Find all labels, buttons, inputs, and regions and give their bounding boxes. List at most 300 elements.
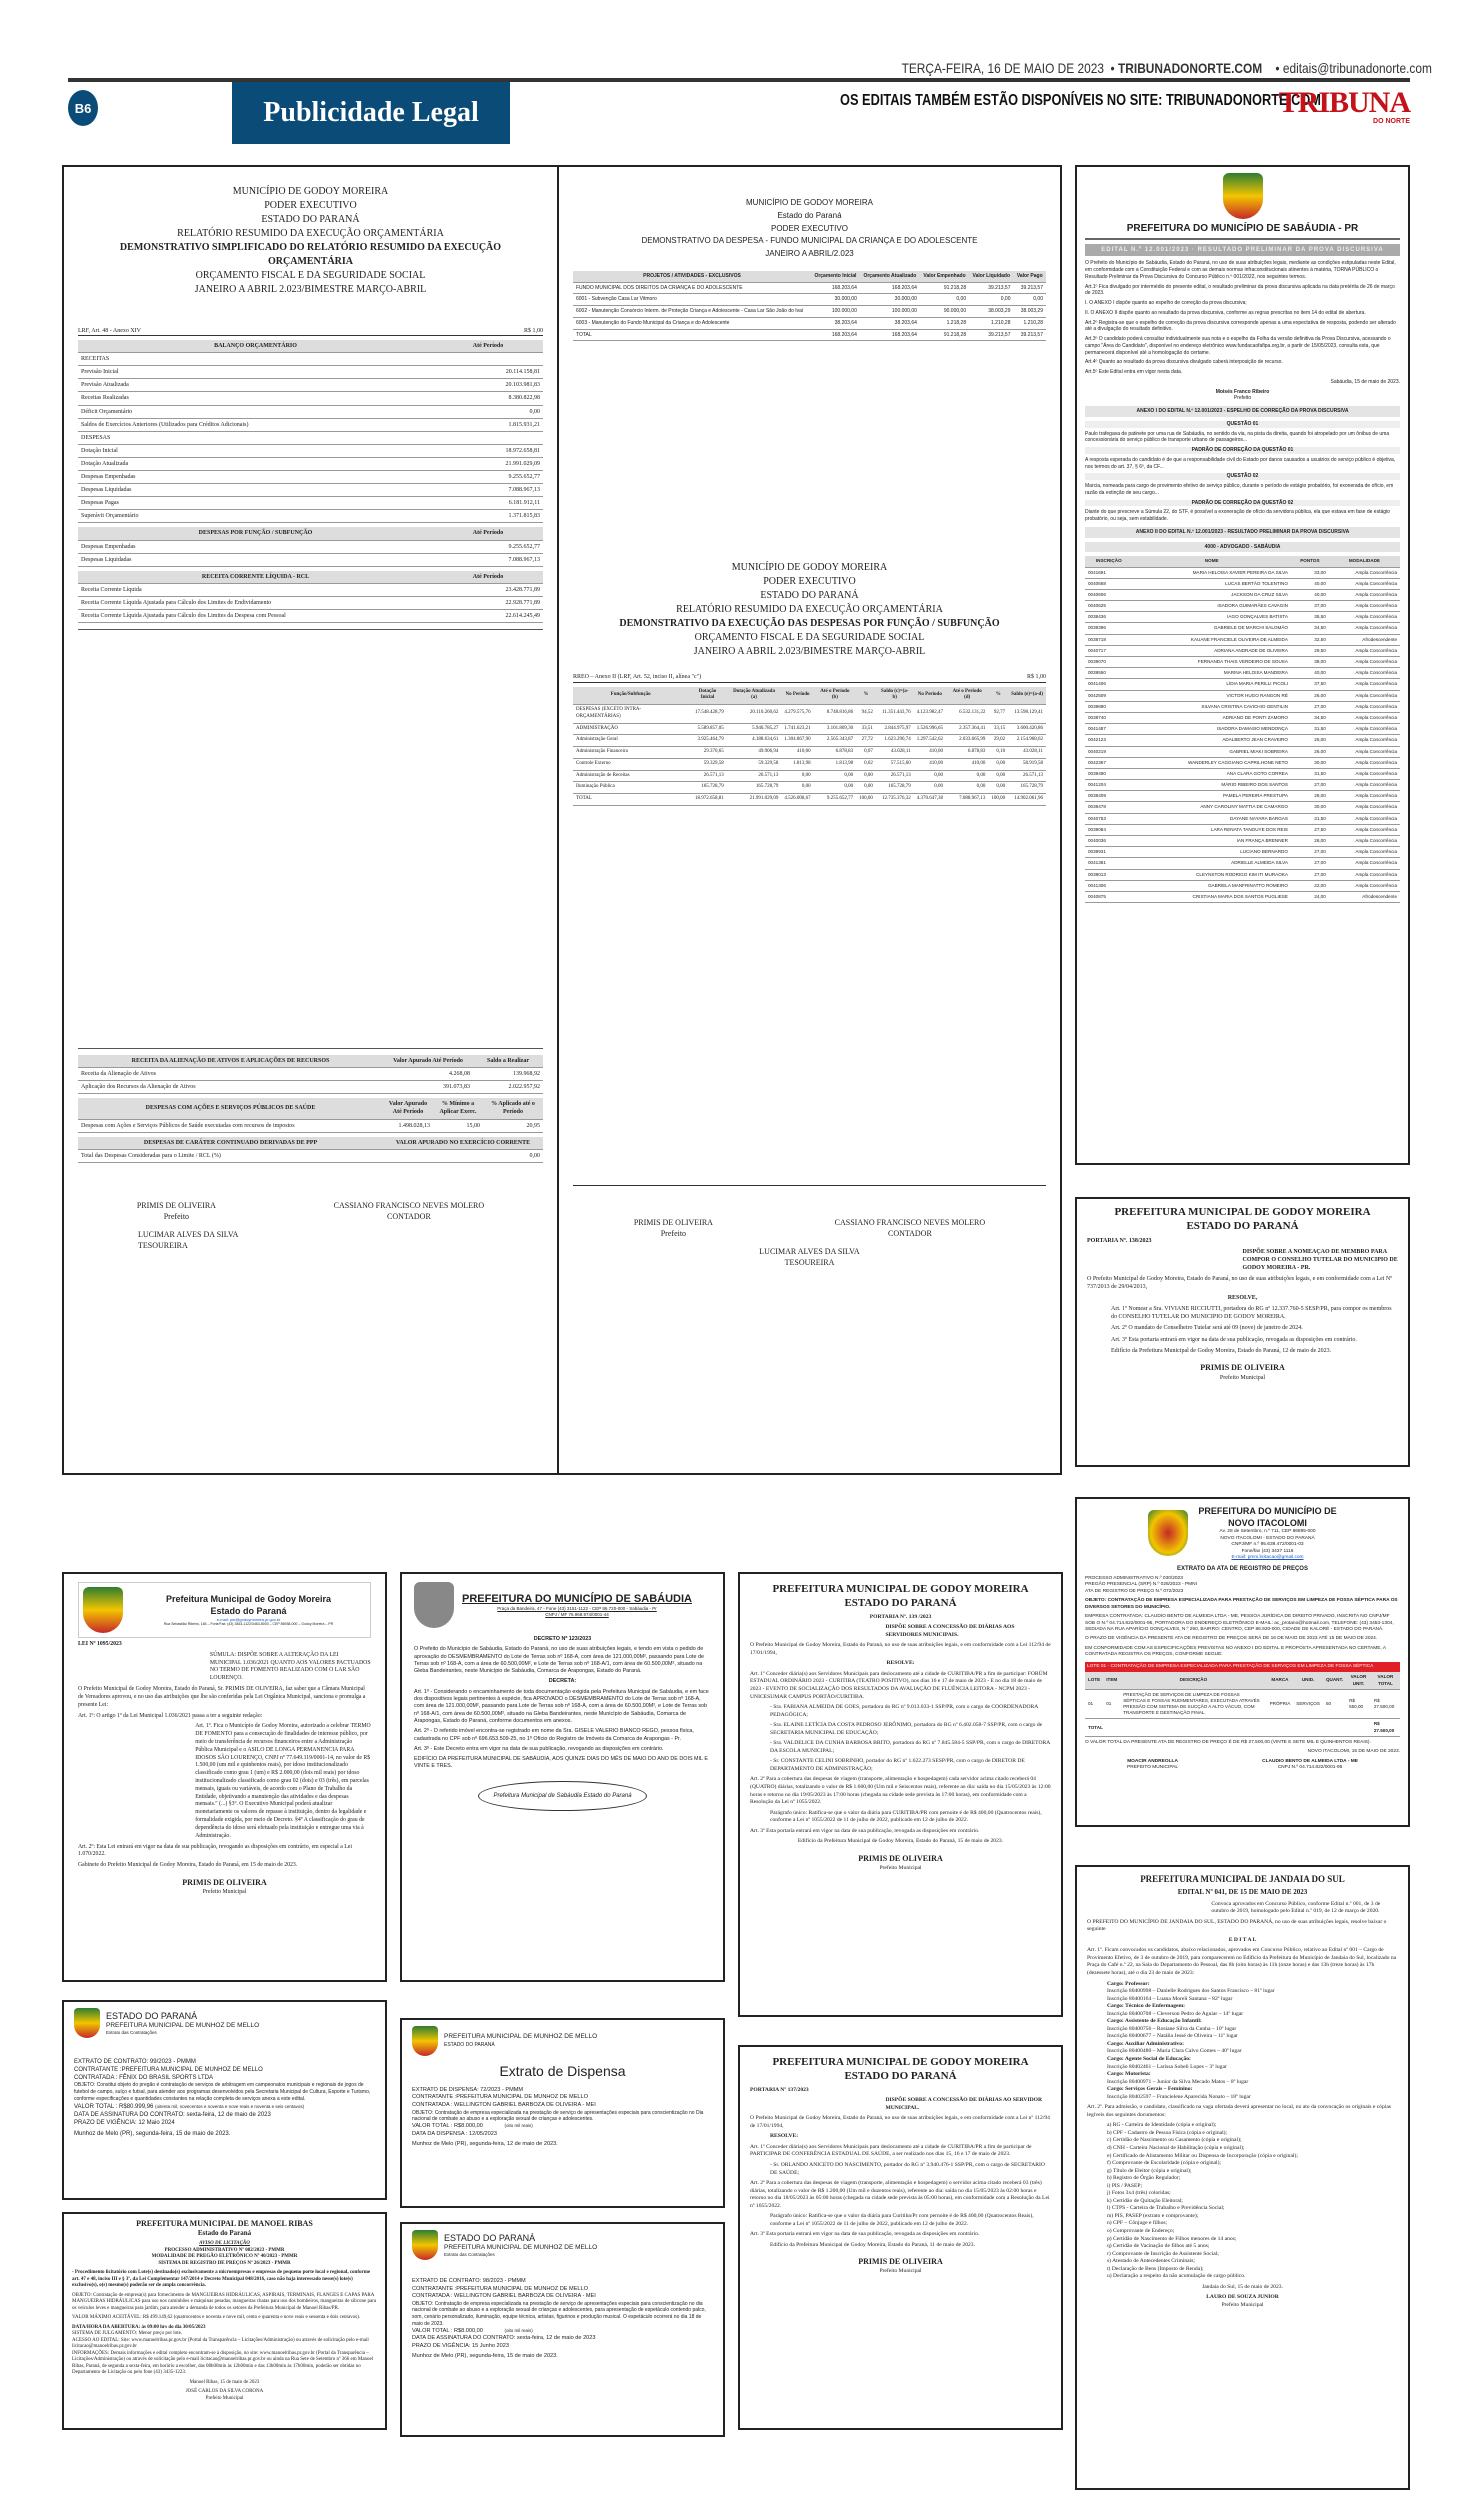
cell: 0042123 xyxy=(1085,735,1133,746)
table-row xyxy=(1085,601,1400,612)
cell: 0039396 xyxy=(1085,623,1133,634)
cell: ISADORA DAMASIO MENDONÇA xyxy=(1133,724,1291,735)
cell: 7.088.967,13 xyxy=(946,794,988,806)
cell: MÁRIO RIBEIRO DOS SANTOS xyxy=(1133,780,1291,791)
cell: 100,00 xyxy=(856,794,876,806)
contract-line: CONTRATADA : FÊNIX DO BRASIL SPORTS LTDA xyxy=(74,2075,214,2082)
signer-name: LAURO DE SOUZA JUNIOR xyxy=(1206,2294,1279,2301)
signer-role: TESOUREIRA xyxy=(138,1241,188,1251)
heading: Extrato de Dispensa xyxy=(499,2063,626,2079)
cargo-label: Cargo: Auxiliar Administrativo: xyxy=(1107,2040,1184,2047)
cell: 165.728,79 xyxy=(688,782,726,794)
candidate-item: Inscrição 80400677 – Natália Jessé de Oliveira – 11º lugar xyxy=(1107,2033,1238,2040)
signer-name: PRIMIS DE OLIVEIRA xyxy=(136,1200,216,1210)
email-link[interactable]: e-mail: pm@godoymoreira.pr.gov.br xyxy=(216,1617,281,1623)
signer-role: CONTADOR xyxy=(887,1228,932,1238)
org-sub: Extrato das Contratações xyxy=(444,2252,495,2258)
cell: 33,15 xyxy=(988,723,1008,735)
cell: 39.213,57 xyxy=(969,282,1013,294)
table-row xyxy=(78,444,543,457)
cell: JACKSON DA CRUZ SILVA xyxy=(1133,589,1291,600)
table-row xyxy=(1085,847,1400,858)
signer-name: JOSÉ CARLOS DA SILVA CORONA xyxy=(185,2389,264,2395)
rreo-simplificado-notice xyxy=(62,165,559,1475)
cell: 0,02 xyxy=(856,758,876,770)
cell: 37,50 xyxy=(1291,679,1329,690)
cell: 27,00 xyxy=(1291,847,1329,858)
cell: DAYANE NAYARA BARGAS xyxy=(1133,813,1291,824)
heading: EXTRATO DA ATA DE REGISTRO DE PREÇOS xyxy=(1177,1565,1308,1572)
cell: 27,00 xyxy=(1291,858,1329,869)
cell: 0041487 xyxy=(1085,724,1133,735)
cell: 410,00 xyxy=(914,747,946,759)
cell: Despesas com Ações e Serviços Públicos de Saúde executadas com recursos de impostos xyxy=(78,1119,383,1132)
cell: ANA CLARA GOTO CORREA xyxy=(1133,768,1291,779)
article: Art.1º Fica divulgado por intermédio do presente edital, o resultado preliminar da prova discursiva aplicada na data pretérita de 26 de março de 2023. xyxy=(1085,283,1395,297)
document-item: g) Título de Eleitor (cópia e original); xyxy=(1107,2167,1192,2174)
notice-subtitle: ESTADO DO PARANÁ xyxy=(844,2070,957,2083)
cell: 11.351.443,76 xyxy=(876,705,914,724)
cell: 29,02 xyxy=(988,735,1008,747)
table-row xyxy=(78,583,543,596)
table-row xyxy=(78,392,543,405)
col-header: Orçamento Atualizado xyxy=(860,271,920,282)
cell: Ampla Concorrência xyxy=(1329,724,1400,735)
article: Art.2º Registra-se que o espelho de correção da prova discursiva corresponde apenas a uma expectativa de resposta, podendo ser alterado até a divulgação do resultado definitivo. xyxy=(1085,319,1396,333)
cell: 39.213,57 xyxy=(1013,282,1046,294)
cell: 0040875 xyxy=(1085,891,1133,902)
article: Art. 2º O mandato de Conselheiro Tutelar será até 09 (nove) de janeiro de 2024. xyxy=(1111,1325,1303,1332)
cell: 1.218,28 xyxy=(920,317,969,329)
cell: 0,00 xyxy=(946,782,988,794)
cell: TOTAL xyxy=(573,329,811,341)
col-header: % xyxy=(856,687,876,705)
table-row xyxy=(1085,612,1400,623)
portaria-number: PORTARIA Nº. 138/2023 xyxy=(1087,1237,1152,1244)
cell: 0,00 xyxy=(914,782,946,794)
cell: 4.188.634,61 xyxy=(727,735,782,747)
lote-banner: LOTE 01 - CONTRATAÇÃO DE EMPRESA ESPECIALIZADA PARA PRESTAÇÃO DE SERVIÇOS EM LIMPEZA DE FOSSA SÉPTICA xyxy=(1085,1662,1400,1672)
article: Art. 1º. Ficam convocados os candidatos, abaixo relacionados, aprovados em Concurso Público, relativo ao Edital nº 001 – Cargo de Provimento Efetivo, de 3 de outubro de 2019, para comparecerem no Edifício da Prefeitura do Município de Jandaia do Sul, localizado na Praça do Café n.º 22, na Sala do Departamento do Pessoal, das 8h (oito horas) às 11h (onze horas) e das 13h (treze horas) às 17h (dezessete horas), até o dia 23 de maio de 2023: xyxy=(1087,1947,1397,1976)
decreto-number: DECRETO Nº 123/2023 xyxy=(533,1636,592,1642)
rreo-ref-line xyxy=(78,327,543,336)
header-row xyxy=(1085,556,1400,567)
letterhead xyxy=(414,1582,711,1628)
signer-name: PRIMIS DE OLIVEIRA xyxy=(633,1217,713,1227)
cell: 2.565.343,87 xyxy=(814,735,856,747)
candidate-item: Inscrição 80400480 – Maria Clara Calvo Gomes – 40º lugar xyxy=(1107,2048,1242,2055)
cell: SERVIÇOS xyxy=(1293,1689,1323,1719)
cell: 26.571,13 xyxy=(1008,770,1046,782)
row-label: Despesas Empenhadas xyxy=(78,471,433,484)
col-header: Até Período xyxy=(433,527,543,540)
org-name: PREFEITURA MUNICIPAL DE MUNHOZ DE MELLO xyxy=(106,2021,260,2029)
cell: 0,00 xyxy=(1013,294,1046,306)
cell: 8.748.816,86 xyxy=(814,705,856,724)
cell: Ampla Concorrência xyxy=(1329,589,1400,600)
table-row xyxy=(573,329,1046,341)
ementa: DISPÕE SOBRE A NOMEAÇAO DE MEMBRO PARA COMPOR O CONSELHO TUTELAR DO MUNICIPIO DE GODOY MOREIRA - PR. xyxy=(1242,1248,1398,1271)
signature xyxy=(138,1230,543,1252)
edital-label: E D I T A L xyxy=(1228,1936,1257,1943)
cargo-label: Cargo: Assistente de Educação Infantil: xyxy=(1107,2018,1202,2025)
lrf-ref: LRF, Art. 48 - Anexo XIV xyxy=(78,328,142,334)
cell: 20.110.260,62 xyxy=(727,705,782,724)
question-heading: QUESTÃO 02 xyxy=(1085,473,1400,480)
col-header: VALOR TOTAL xyxy=(1371,1672,1400,1689)
valor-label: VALOR TOTAL : xyxy=(412,2123,453,2130)
table-row xyxy=(573,782,1046,794)
article: Art. 1º Conceder diária(s) aos Servidores Municipais para deslocamento até a cidade de CURITIBA/PR a fim de participar: FORÚM ESTADUAL ORDINÁRIO 2023 - CURITIBA (TEATRO POSITIVO), nos dias 16 e 17 de maio de 2023 - E no dia 18 de maio de 2023 - EVENTO DE SOCIALIZAÇÃO DOS RESULTADOS DA AVALIAÇÃO DE FLUÊNCIA LEITORA - NCPM 2023 - UNICESUMAR CAMPUS PORTÃO/CURITIBA. xyxy=(750,1670,1048,1700)
col-header: Saldo (c)=(a-b) xyxy=(876,687,914,705)
process-line: MODALIDADE DE PREGÃO ELETRÔNICO Nº 40/2023 - PMMR xyxy=(151,2254,298,2260)
cell: 100,00 xyxy=(988,794,1008,806)
cell: Ampla Concorrência xyxy=(1329,768,1400,779)
signer-name: MOACIR ANDREOLLA xyxy=(1127,1758,1178,1764)
cell: 38,00 xyxy=(1291,657,1329,668)
meta-line: PREGÃO PRESENCIAL (SRP) N.º 026/2023 - PMNI xyxy=(1085,1582,1197,1588)
notice-title: NOVO ITACOLOMI xyxy=(1228,1518,1307,1529)
question-text: Paulo trafegava de patinete por uma rua de Sabáudia, no sentido da via, na pista da direita, quando foi atropelado por um ônibus de uma concessionária do serviço público de transporte urbano de passageiros... xyxy=(1085,430,1390,444)
table-row xyxy=(573,705,1046,724)
table-row xyxy=(573,306,1046,318)
letterhead xyxy=(412,2230,713,2260)
meta-line: PROCESSO ADMINISTRATIVO N.º 030/2023 xyxy=(1085,1575,1183,1581)
cell: 26,00 xyxy=(1291,836,1329,847)
document-item: r) Comprovante de Inscrição de Assistente Social; xyxy=(1107,2250,1219,2257)
intro-paragraph: O PREFEITO DO MUNICÍPIO DE JANDAIA DO SUL, ESTADO DO PARANÁ, no uso de suas atribuições legais, resolve baixar o seguinte xyxy=(1087,1918,1387,1933)
cell: 21.991.029,09 xyxy=(727,794,782,806)
col-header: Orçamento Inicial xyxy=(811,271,860,282)
cell: 27,72 xyxy=(856,735,876,747)
header-row xyxy=(573,687,1046,705)
table-row xyxy=(1085,645,1400,656)
cell: 29,50 xyxy=(1291,645,1329,656)
header-site-link[interactable]: TRIBUNADONORTE.COM xyxy=(1118,60,1263,76)
document-item: q) Certidão de Vacinação de filhos até 5 anos; xyxy=(1107,2243,1210,2250)
section-title: Publicidade Legal xyxy=(232,82,510,144)
heading-line: PODER EXECUTIVO xyxy=(264,200,357,211)
valor-extenso: (oito mil reais) xyxy=(504,2327,533,2333)
place-date: Gabinete do Prefeito Municipal de Godoy Moreira, Estado do Paraná, em 15 de maio de 2023. xyxy=(78,1862,298,1869)
address: Rua Sebastião Ribeiro, 184 – Fone/Fax: (43) 3463-1122/3463-8000 – CEP 86938-000 – Godoy Moreira – PR xyxy=(163,1622,334,1627)
cell: 1.297.542,62 xyxy=(914,735,946,747)
cell: 34,50 xyxy=(1291,712,1329,723)
row-value: 6.181.912,11 xyxy=(433,497,543,510)
col-header: UNID. xyxy=(1293,1672,1323,1689)
address: Praça da Bandeira, 47 - Fone (43) 3151-1122 - CEP 86.720-000 - Sabáudia - Pr xyxy=(497,1606,657,1612)
col-header: RECEITA DA ALIENAÇÃO DE ATIVOS E APLICAÇÕES DE RECURSOS xyxy=(78,1055,383,1068)
row-value: 139.968,92 xyxy=(473,1068,543,1081)
cell: Ampla Concorrência xyxy=(1329,880,1400,891)
cell: 14.902.061,96 xyxy=(1008,794,1046,806)
cell: Ampla Concorrência xyxy=(1329,746,1400,757)
anexo-heading: ANEXO II DO EDITAL N.º 12.001/2023 - RESULTADO PRELIMINAR DA PROVA DISCURSIVA xyxy=(1085,527,1400,538)
signer-name: PRIMIS DE OLIVEIRA xyxy=(858,2257,943,2267)
ementa: Convoca aprovados em Concurso Público, conforme Edital n.º 001, de 3 de outubro de 2019, homologado pelo Edital n.º 019, de 12 de março de 2020. xyxy=(1211,1900,1381,1915)
cell: 37,00 xyxy=(1291,601,1329,612)
servidor: - Sr. CONSTANTE CELINI SOBRINHO, portador do RG nº 1.622.273 SESP/PR, com o cargo de DIRETOR DE DEPARTAMENTO DE ADMINISTRAÇÃO; xyxy=(770,1758,1025,1772)
cell: FUNDO MUNICIPAL DOS DIREITOS DA CRIANÇA E DO ADOLESCENTE xyxy=(573,282,811,294)
notice-header xyxy=(1085,1505,1400,1562)
cell: 0,00 xyxy=(856,782,876,794)
cell: 410,00 xyxy=(781,747,813,759)
table-row xyxy=(1085,1689,1400,1719)
cell: Iluminação Pública xyxy=(573,782,688,794)
logo-text: TRIBUNA xyxy=(1278,86,1410,119)
cell: 165.728,79 xyxy=(1008,782,1046,794)
cell: 38.003,29 xyxy=(969,306,1013,318)
cell: LÍDIA MARIA PERILLI PICOLI xyxy=(1133,679,1291,690)
newspaper-logo[interactable] xyxy=(1279,88,1410,125)
cell: 31,50 xyxy=(1291,768,1329,779)
document-item: j) Fotos 3x4 (três) coloridas; xyxy=(1107,2190,1171,2197)
cell: SILVANA CRISTINA CAVICHIO GENTILIN xyxy=(1133,701,1291,712)
quoted-text: Art. 1º. Fica o Município de Godoy Moreira, autorizado a celebrar TERMO DE FOMENTO para a consecução de finalidades de interesse público, por meio de transferência de recursos financeiros entre a Administração Pública Municipal e o ASILO DE LONGA PERMANENCIA PARA IDOSOS SÃO LOURENÇO, CNPJ nº 77.649.119/0001-14, no valor de R$ 1.500,00 (um mil e quinhentos reais), por idoso institucionalizado classificado como grau 1 (um) e R$ 2.000,00 (dois mil reais) por idoso institucionalizado classificado como grau 02 (dois) e 03 (três), em parcelas mensais, iguais ou variáveis, de acordo com o Plano de Trabalho da Entidade, objetivando a manutenção das atividades e das despesas mensais." (...) §3º. O Executivo Municipal poderá atualizar monetariamente os valores de repasse à instituição, dentro da legalidade e formalidade exigida, por meio de Decreto. §4º A classificação do grau de dependência do idoso será efetuado pela instituição e entregue uma via à Administração. xyxy=(195,1723,371,1839)
row-label: Despesas Pagas xyxy=(78,497,433,510)
signatures xyxy=(78,1193,543,1223)
cell: 0,00 xyxy=(988,782,1008,794)
portaria-number: PORTARIA Nº. 139 /2023 xyxy=(869,1613,932,1620)
prazo: O PRAZO DE VIGÊNCIA DA PRESENTE ATA DE REGISTRO DE PREÇOS SERÁ DE 16 DE MAIO DE 2023 ATÉ 15 DE MAIO DE 2024. xyxy=(1085,1636,1378,1642)
contract-line: EXTRATO DE CONTRATO: 98/2023 - PMMM xyxy=(412,2278,526,2284)
rreo-ref-line xyxy=(573,673,1046,682)
cell: 5.946.785,27 xyxy=(727,723,782,735)
signer-role: Prefeito Municipal xyxy=(202,1888,247,1895)
row-value: 18.972.658,81 xyxy=(433,444,543,457)
table-row xyxy=(1085,712,1400,723)
cell: 4.123.982,47 xyxy=(914,705,946,724)
cell: 0038718 xyxy=(1085,634,1133,645)
heading-line: MUNICÍPIO DE GODOY MOREIRA xyxy=(731,562,888,574)
header-row xyxy=(1085,1672,1400,1689)
cell: KAUANE FRANCIELE OLIVEIRA DE ALMEIDA xyxy=(1133,634,1291,645)
header-email-link[interactable]: editais@tribunadonorte.com xyxy=(1282,60,1432,76)
cell: 0039550 xyxy=(1085,668,1133,679)
cell: 168.203,64 xyxy=(811,282,860,294)
cell: 0041306 xyxy=(1085,880,1133,891)
cargos-list xyxy=(1107,1981,1398,2102)
munhoz-crest-icon xyxy=(412,2230,438,2260)
cell: 3.925.464,79 xyxy=(688,735,726,747)
cell: 39.213,57 xyxy=(1013,329,1046,341)
cell: IAGO GONÇALVES BATISTA xyxy=(1133,612,1291,623)
question-heading: PADRÃO DE CORREÇÃO DA QUESTÃO 02 xyxy=(1085,500,1400,507)
fmdca-heading xyxy=(573,197,1046,261)
article: Art. 3º Esta portaria entrará em vigor na data de sua publicação, revogada as disposições em contrário. xyxy=(1111,1336,1357,1343)
email-link[interactable]: E-mail: pmni.licitacao@gmail.com xyxy=(1231,1555,1304,1561)
row-label: Receita Corrente Líquida Ajustada para Cálculo dos Limites de Endividamento xyxy=(78,596,433,609)
document-item: s) Atestado de Antecedentes Criminais; xyxy=(1107,2258,1195,2265)
col-header: LOTE xyxy=(1085,1672,1103,1689)
col-header: No Período xyxy=(914,687,946,705)
heading-line: RELATÓRIO RESUMIDO DA EXECUÇÃO ORÇAMENTÁRIA xyxy=(177,228,444,239)
col-header: Até o Período (d) xyxy=(946,687,988,705)
address-line: Av. 28 de Setembro, n.º 711, CEP 86895-000 xyxy=(1219,1529,1316,1535)
table-row xyxy=(1085,813,1400,824)
cell: 31,50 xyxy=(1291,724,1329,735)
edital-number: EDITAL Nº 041, DE 15 DE MAIO DE 2023 xyxy=(1177,1888,1308,1897)
article: Art.3º O candidato poderá consultar individualmente sua nota e o espelho da Folha da versão definitiva da Prova Discursiva, acessando o campo "Área do Candidato", disponível no endereço eletrônico www.fundacaofafipa.org.br, a partir de 15/05/2023, consulta esta, que permanecerá disponível até a homologação do certame. xyxy=(1085,336,1391,356)
table-row xyxy=(573,735,1046,747)
col-header: Valor Apurado Até Período xyxy=(383,1098,433,1119)
notice-date: NOVO ITACOLOMI, 15 DE MAIO DE 2023. xyxy=(1307,1749,1400,1755)
munhoz-contrato-98-notice xyxy=(400,2222,725,2437)
cell: 4.279.575,76 xyxy=(781,705,813,724)
cell: PRESTAÇÃO DE SERVIÇOS DE LIMPEZA DE FOSSAS SÉPTICAS E FOSSAS RUDIMENTARES, EXECUTADA ATRAVÉS PRESSÃO COM SISTEMA DE SUCÇÃO A ALTO VÁCUO, COM TRANSPORTE E DESTINAÇÃO FINAL. xyxy=(1120,1689,1266,1719)
cell: 29.370,65 xyxy=(688,747,726,759)
cell: Afrodescendente xyxy=(1329,634,1400,645)
candidate-item: Inscrição 80400708 – Cleverson Pedro de Aguiar – 14º lugar xyxy=(1107,2010,1244,2017)
objeto: OBJETO: Constitui objeto do pregão é contratação de serviços de arbitragem em campeonatos municipais e regionais de jogos de futebol de campo, suíço e futsal, para atender aos programas desenvolvidos pela Secretaria Municipal de Cultura, Esporte e Turismo, conforme especificações e quantidades constantes na relação completa de serviços anexa a este edital. xyxy=(74,2082,371,2102)
valor-total: O VALOR TOTAL DA PRESENTE ATA DE REGISTRO DE PREÇO É DE R$ 27.500,00 (VINTE E SETE MIL E QUINHENTOS REAIS). xyxy=(1085,1739,1371,1745)
signer-role: Prefeito xyxy=(660,1228,687,1238)
cell: GABRIELA MANFRINATTO ROMEIRO xyxy=(1133,880,1291,891)
cell: 168.203,64 xyxy=(860,329,920,341)
cell: CRISTIANA MARIA DOS SANTOS PUGLIESE xyxy=(1133,891,1291,902)
table-row xyxy=(573,758,1046,770)
objeto: OBJETO: Contratação de empresa especializada na prestação de serviço de apresentações especiais para conscientização no dia nacional de combate ao abuso e a exploração sexual de crianças e adolescentes, para apresentação de espetáculo contendo palco, som, cenário personalizado, iluminação, equipe técnica, artistas, figurinos e produção musical. O espetáculo ocorrerá no dia 18 de maio de 2023. xyxy=(412,2300,706,2327)
signer-role: CONTADOR xyxy=(386,1211,431,1221)
edital-banner: EDITAL N.º 12.001/2023 · RESULTADO PRELIMINAR DA PROVA DISCURSIVA xyxy=(1085,244,1400,256)
header-dateline: TERÇA-FEIRA, 16 DE MAIO DE 2023 • TRIBUNADONORTE.COM • editais@tribunadonorte.com xyxy=(901,60,1432,76)
balanco-table xyxy=(78,340,543,523)
table-row xyxy=(78,497,543,510)
row-label: Receita Corrente Líquida Ajustada para Cálculo dos Limites da Despesa com Pessoal xyxy=(78,609,433,622)
dispensa-line: CONTRATADA : WELLINGTON GABRIEL BARBOZA DE OLIVEIRA - MEI xyxy=(412,2101,596,2108)
col-header: VALOR UNIT. xyxy=(1346,1672,1371,1689)
row-label: Superávit Orçamentário xyxy=(78,510,433,523)
table-row xyxy=(78,405,543,418)
cell: Ampla Concorrência xyxy=(1329,657,1400,668)
valor-extenso: (oitenta mil, novecentos e noventa e nove reais e noventa e seis centavos) xyxy=(155,2103,305,2109)
row-value xyxy=(433,353,543,366)
cell: R$ 27.500,00 xyxy=(1371,1689,1400,1719)
rreo-funcao-notice xyxy=(559,165,1062,1475)
col-header: Valor Liquidado xyxy=(969,271,1013,282)
fmdca-table xyxy=(573,271,1046,342)
address-line: NOVO ITACOLOMI - ESTADO DO PARANÁ xyxy=(1220,1535,1315,1541)
precos-table xyxy=(1085,1672,1400,1737)
notice-date: Manoel Ribas, 15 de maio de 2023 xyxy=(189,2379,260,2385)
table-row xyxy=(78,609,543,622)
cell: IAN FRANÇA BRENNER xyxy=(1133,836,1291,847)
cell: 1.623.290,74 xyxy=(876,735,914,747)
table-row xyxy=(1085,567,1400,578)
intro-paragraph: O Prefeito Municipal de Godoy Moreira, Estado do Paraná, no uso de suas atribuições legais, e em conformidade com a Lei Nº 737/2013 de 29/04/2013, xyxy=(1087,1275,1393,1291)
cell: LUCAS BERTÃO TOLENTINO xyxy=(1133,578,1291,589)
signature xyxy=(1262,1759,1358,1772)
cell: 0,00 xyxy=(946,770,988,782)
cell: Ampla Concorrência xyxy=(1329,824,1400,835)
cell: 1.813,98 xyxy=(781,758,813,770)
cell: Ampla Concorrência xyxy=(1329,578,1400,589)
unit: R$ 1,00 xyxy=(1026,674,1046,681)
cell: 1.741.623,21 xyxy=(781,723,813,735)
row-label: Dotação Atualizada xyxy=(78,457,433,470)
cell: 90.000,00 xyxy=(920,306,969,318)
cell: Ampla Concorrência xyxy=(1329,791,1400,802)
cell: Ampla Concorrência xyxy=(1329,623,1400,634)
cell: 91.218,28 xyxy=(920,329,969,341)
cell: 27,50 xyxy=(1291,824,1329,835)
org-name: PREFEITURA MUNICIPAL DE MUNHOZ DE MELLO xyxy=(444,2243,598,2251)
intro-paragraph: O Prefeito do Município de Sabáudia, Estado do Paraná, no uso de suas atribuições legais, e tendo em vista o pedido de aprovação do DESMEMBRAMENTO do Lote de Terras sob nº 168-A, com área de 121.000,00M², passando para Lote de Terras sob nº 168-A, com a área de 60.500,00M², e Lote de Terras sob nº 168-A/1, com área de 60.500,00M², situado na Gleba Bandeirantes, neste Município de Sabáudia, Comarca de Arapongas, Estado do Paraná. xyxy=(414,1646,705,1675)
servidor: - Sr. ORLANDO ANICETO DO NASCIMENTO, portador do RG nº 3.940.476-1 SSP/PR, com o cargo de SECRETARIO DE SAÚDE; xyxy=(770,2161,1045,2176)
abertura: DATA/HORA DA ABERTURA: às 09:00 hrs do dia 30/05/2023 xyxy=(72,2324,206,2330)
cell: Ampla Concorrência xyxy=(1329,567,1400,578)
cell: Ampla Concorrência xyxy=(1329,601,1400,612)
cell: 410,00 xyxy=(914,758,946,770)
vigencia: PRAZO DE VIGÊNCIA: 12 Maio 2024 xyxy=(74,2119,175,2126)
row-value: 21.991.029,09 xyxy=(433,457,543,470)
cell: Administração Financeira xyxy=(573,747,688,759)
cell: 0041204 xyxy=(1085,780,1133,791)
cell: Ampla Concorrência xyxy=(1329,645,1400,656)
signer-name: CASSIANO FRANCISCO NEVES MOLERO xyxy=(333,1200,485,1210)
rcl-table xyxy=(78,571,543,623)
signature xyxy=(634,1218,713,1240)
table-row xyxy=(78,484,543,497)
cell: LUCIANO BERNARDO xyxy=(1133,847,1291,858)
table-row xyxy=(1085,589,1400,600)
servidor: - Sra. ELAINE LETÍCIA DA COSTA PEDROSO JERÔNIMO, portadora do RG nº 6.402.058-7 SSP/PR, com o cargo de SECRETARIA MUNICIPAL DE EDUCAÇÃO; xyxy=(770,1722,1043,1736)
novo-itacolomi-crest-icon xyxy=(1148,1510,1188,1556)
cell: Ampla Concorrência xyxy=(1329,858,1400,869)
assinatura-date: DATA DE ASSINATURA DO CONTRATO: sexta-feira, 12 de maio de 2023 xyxy=(74,2111,271,2118)
cell: 0,00 xyxy=(781,770,813,782)
row-value: 9.255.652,77 xyxy=(433,471,543,484)
document-item: k) Certidão de Quitação Eleitoral; xyxy=(1107,2197,1183,2204)
page-badge: B6 xyxy=(68,90,98,126)
row-value: 0,00 xyxy=(433,405,543,418)
article: Art. 1º - Considerando o encaminhamento de toda documentação exigida pela Prefeitura Municipal de Sabáudia, e em face dos dispositivos legais pertinentes à espécie, fica APROVADO o DESMEMBRAMENTO do Lote de Terras sob nº 168-A, com área de 121.000,00M², passando para Lote de Terras sob nº 168-A, com a área de 60.500,00M², e Lote de Terras sob nº 168-A/1, com área de 60.500,00M², situado na Gleba Bandeirantes, neste Município de Sabáudia, Comarca de Arapongas, Estado do Paraná, conforme documentos em anexos. xyxy=(414,1688,709,1724)
cell: Ampla Concorrência xyxy=(1329,690,1400,701)
funcao-subfuncao-table xyxy=(573,687,1046,806)
col-header: INSCRIÇÃO xyxy=(1085,556,1133,567)
cell: 0039070 xyxy=(1085,657,1133,668)
heading-line: JANEIRO A ABRIL/2.023 xyxy=(765,249,854,259)
cell: ADRIELLE ALMEIDA SILVA xyxy=(1133,858,1291,869)
rreo-heading xyxy=(78,185,543,297)
resolve: RESOLVE: xyxy=(886,1660,915,1667)
signer-name: LUCIMAR ALVES DA SILVA xyxy=(138,1230,239,1240)
intro-paragraph: O Prefeito Municipal de Godoy Moreira, Estado do Paraná, no uso de suas atribuições legais, e em conformidade com a Lei 112/94 de 17/01/1994, xyxy=(750,1642,1051,1656)
place-date: Edifício da Prefeitura Municipal de Godoy Moreira, Estado do Paraná, 15 de maio de 2023. xyxy=(797,1838,1004,1845)
cell: 0038409 xyxy=(1085,791,1133,802)
row-label: Despesas Liquidadas xyxy=(78,484,433,497)
portaria-number: PORTARIA Nº 137/2023 xyxy=(750,2086,809,2093)
question-text: A resposta esperada do candidato é de que a responsabilidade civil do Estado por danos causados a usuários do serviço público é objetiva, nos termos do art. 37, § 6º, da CF... xyxy=(1085,456,1396,470)
cell: 30,00 xyxy=(1291,757,1329,768)
table-row xyxy=(573,794,1046,806)
sabaudia-edital-notice xyxy=(1075,165,1410,1165)
signer-role: TESOUREIRA xyxy=(784,1258,835,1268)
cell: 59.329,58 xyxy=(727,758,782,770)
cell: 0040219 xyxy=(1085,746,1133,757)
cell: 40,00 xyxy=(1291,589,1329,600)
table-row xyxy=(573,747,1046,759)
table-row xyxy=(1085,824,1400,835)
table-row xyxy=(573,282,1046,294)
org-name: Prefeitura Municipal de Godoy Moreira xyxy=(165,1593,332,1604)
cell: Controle Externo xyxy=(573,758,688,770)
candidate-item: Inscrição 80400971 – Junior da Silva Mecado Matos – 8º lugar xyxy=(1107,2078,1249,2085)
row-value: 2.022.957,92 xyxy=(473,1081,543,1094)
article: Art. 1º Nomear a Sra. VIVIANE RICCIUTTI, portadora do RG nº 12.337.760-5 SESP/PR, para compor os membros do CONSELHO TUTELAR DO MUNICIPIO DE GODOY MOREIRA. xyxy=(1111,1306,1392,1321)
servidores-list xyxy=(770,1704,1051,1773)
cell: ADRIANA ANDRADE DE OLIVEIRA xyxy=(1133,645,1291,656)
